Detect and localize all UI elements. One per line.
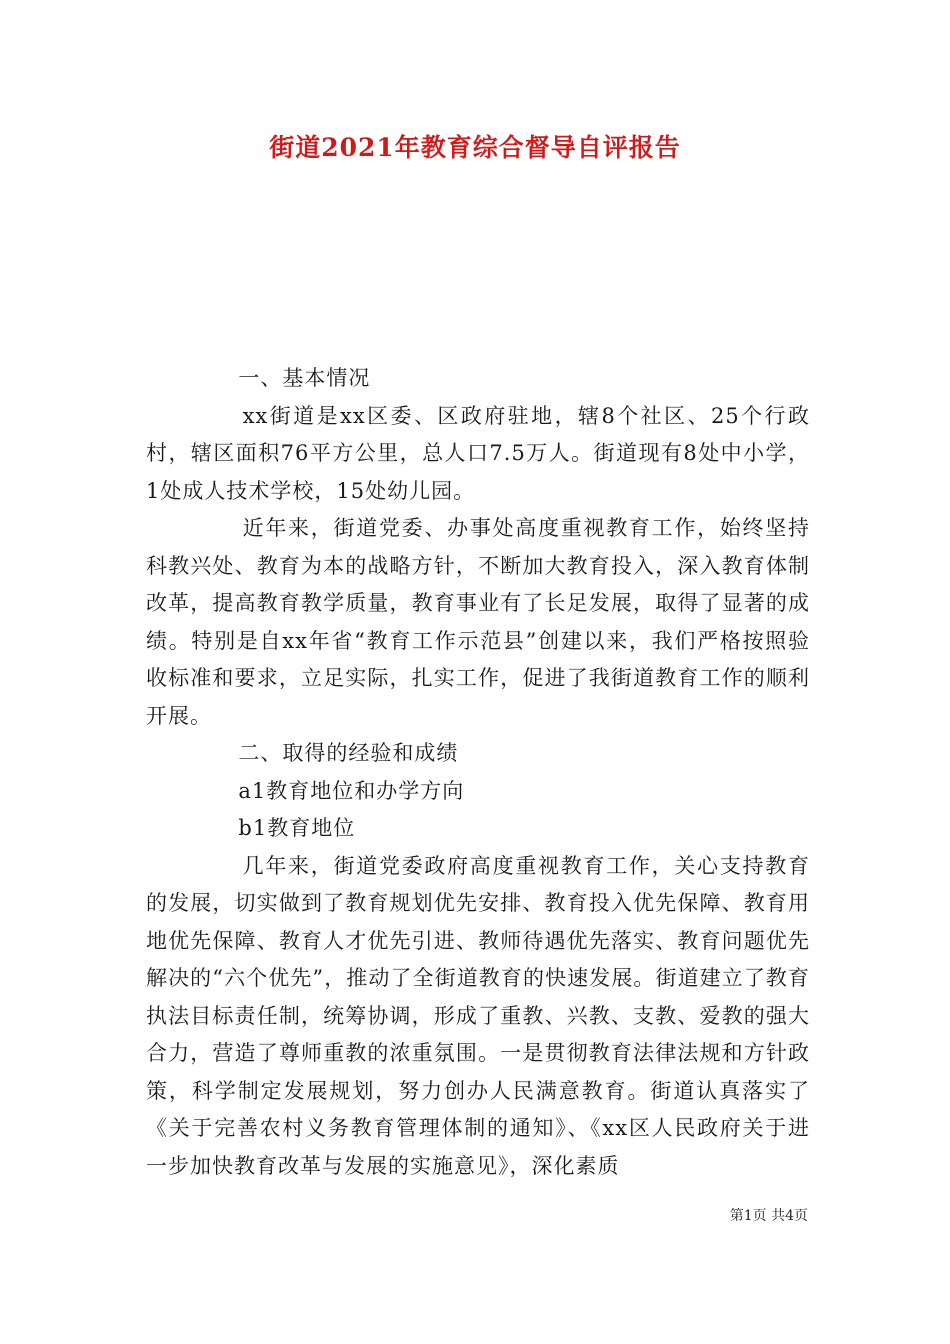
page-number-footer: 第1页 共4页 bbox=[729, 1208, 808, 1224]
paragraph: 近年来，街道党委、办事处高度重视教育工作，始终坚持科教兴处、教育为本的战略方针，不断加大教育投入，深入教育体制改革，提高教育教学质量，教育事业有了长足发展，取得了显著的成绩。特别是自xx年省“教育工作示范县”创建以来，我们严格按照验收标准和要求，立足实际，扎实工作，促进了我街道教育工作的顺利开展。 bbox=[146, 516, 810, 728]
paragraph: 几年来，街道党委政府高度重视教育工作，关心支持教育的发展，切实做到了教育规划优先安排、教育投入优先保障、教育用地优先保障、教育人才优先引进、教师待遇优先落实、教育问题优先解决的“六个优先”，推动了全街道教育的快速发展。街道建立了教育执法目标责任制，统筹协调，形成了重教、兴教、支教、爱教的强大合力，营造了尊师重教的浓重氛围。一是贯彻教育法律法规和方针政策，科学制定发展规划，努力创办人民满意教育。街道认真落实了《关于完善农村义务教育管理体制的通知》、《xx区人民政府关于进一步加快教育改革与发展的实施意见》，深化素质 bbox=[146, 853, 810, 1178]
subsection-heading: a1教育地位和办学方向 bbox=[238, 778, 465, 803]
section-heading: 一、基本情况 bbox=[238, 366, 371, 390]
subsection-heading: b1教育地位 bbox=[238, 816, 356, 840]
document-body bbox=[146, 360, 810, 1185]
section-heading: 二、取得的经验和成绩 bbox=[238, 741, 459, 765]
document-title: 街道2021年教育综合督导自评报告 bbox=[269, 133, 681, 162]
paragraph: xx街道是xx区委、区政府驻地，辖8个社区、25个行政村，辖区面积76平方公里，总人口7.5万人。街道现有8处中小学，1处成人技术学校，15处幼儿园。 bbox=[146, 403, 810, 503]
